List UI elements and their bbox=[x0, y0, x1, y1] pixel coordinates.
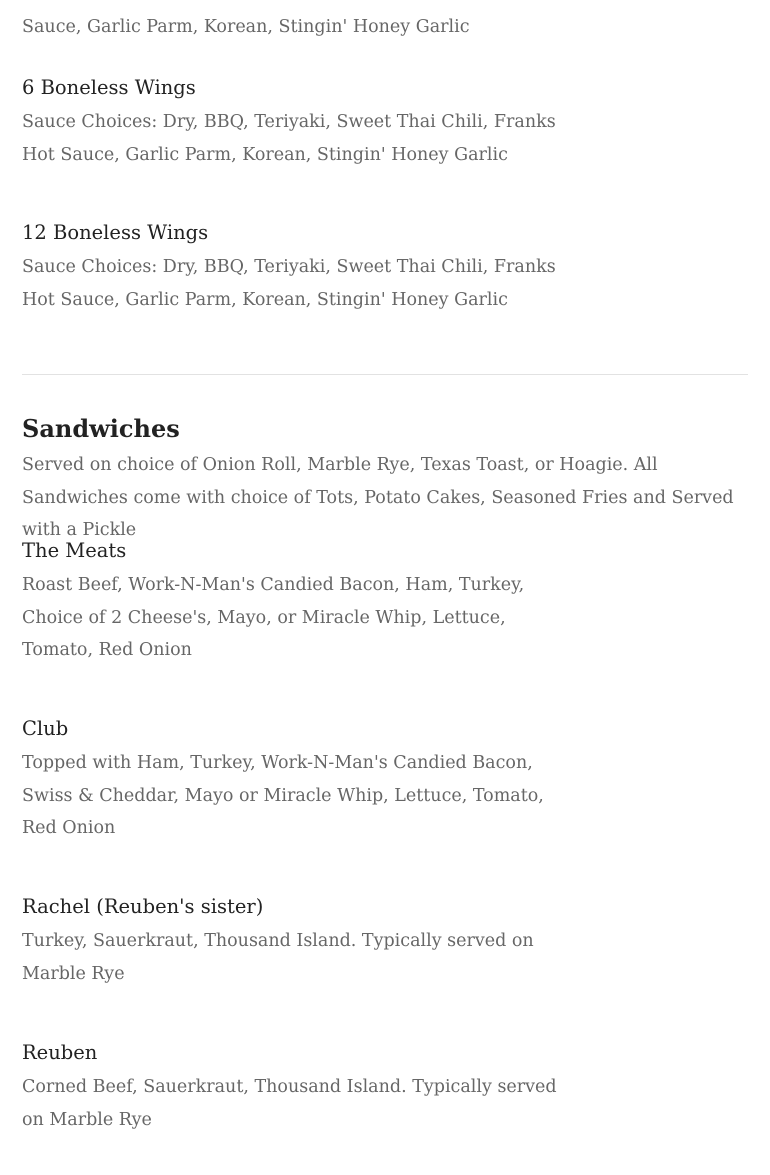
item-name: Club bbox=[22, 717, 69, 740]
item-name: 6 Boneless Wings bbox=[22, 76, 196, 99]
item-name: The Meats bbox=[22, 539, 127, 562]
item-description: Sauce Choices: Dry, BBQ, Teriyaki, Sweet Thai Chili, Franks Hot Sauce, Garlic Parm, Korean, Stingin' Honey Garlic bbox=[22, 257, 556, 310]
item-description: Corned Beef, Sauerkraut, Thousand Island. Typically served on Marble Rye bbox=[22, 1077, 557, 1130]
menu-item-the-meats bbox=[22, 537, 562, 667]
item-name: Rachel (Reuben's sister) bbox=[22, 895, 264, 918]
item-description-partial: Sauce, Garlic Parm, Korean, Stingin' Honey Garlic bbox=[22, 16, 470, 37]
item-description: Turkey, Sauerkraut, Thousand Island. Typically served on Marble Rye bbox=[22, 931, 534, 984]
menu-item-club bbox=[22, 715, 562, 845]
section-title: Sandwiches bbox=[22, 414, 180, 443]
section-sandwiches bbox=[22, 413, 748, 547]
item-description: Roast Beef, Work-N-Man's Candied Bacon, Ham, Turkey, Choice of 2 Cheese's, Mayo, or Miracle Whip, Lettuce, Tomato, Red Onion bbox=[22, 575, 525, 660]
menu-item-6-boneless-wings bbox=[22, 74, 562, 171]
item-name: 12 Boneless Wings bbox=[22, 221, 209, 244]
menu-item-reuben bbox=[22, 1039, 562, 1136]
item-name: Reuben bbox=[22, 1041, 98, 1064]
menu-item-rachel bbox=[22, 893, 562, 990]
item-description: Sauce Choices: Dry, BBQ, Teriyaki, Sweet Thai Chili, Franks Hot Sauce, Garlic Parm, Korean, Stingin' Honey Garlic bbox=[22, 112, 556, 165]
section-divider bbox=[22, 374, 748, 375]
menu-item-12-boneless-wings bbox=[22, 219, 562, 316]
section-description: Served on choice of Onion Roll, Marble Rye, Texas Toast, or Hoagie. All Sandwiches come with choice of Tots, Potato Cakes, Seasoned Fries and Served with a Pickle bbox=[22, 455, 734, 540]
item-description: Topped with Ham, Turkey, Work-N-Man's Candied Bacon, Swiss & Cheddar, Mayo or Miracle Whip, Lettuce, Tomato, Red Onion bbox=[22, 753, 544, 838]
